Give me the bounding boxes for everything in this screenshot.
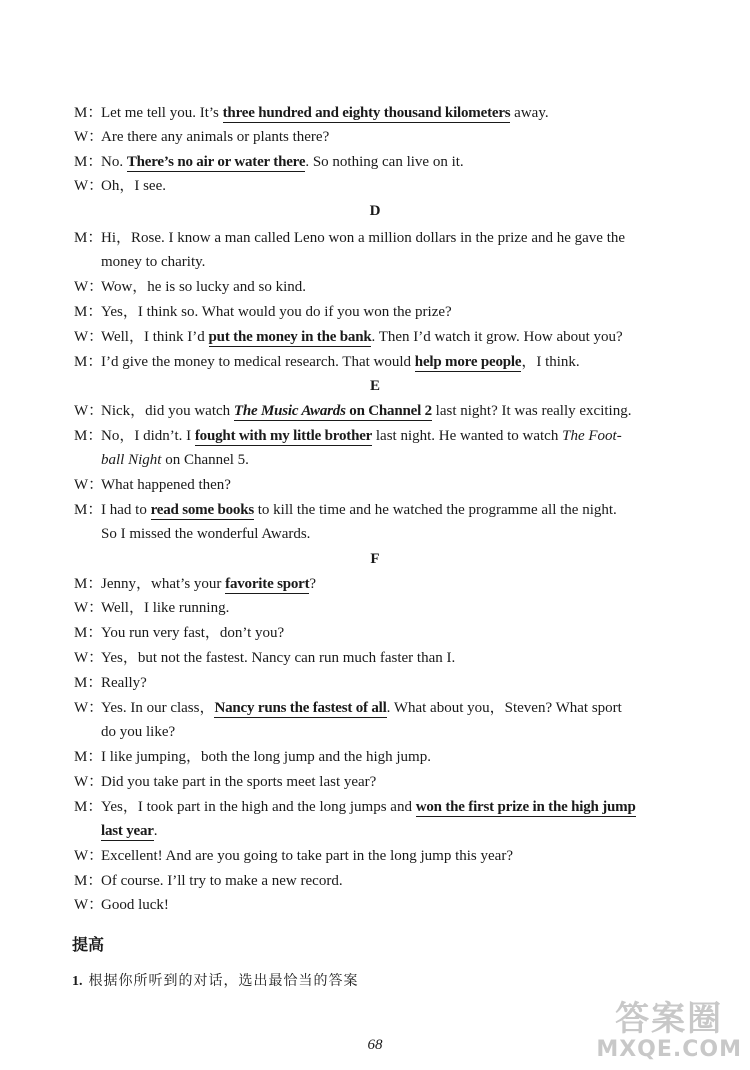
dialogue-line: W：Are there any animals or plants there? [74, 129, 330, 145]
answer-blank: three hundred and eighty thousand kilometers [222, 105, 511, 121]
answer-blank: There’s no air or water there [126, 154, 306, 170]
answer-blank: last year [101, 823, 154, 839]
dialogue-line-continued: So I missed the wonderful Awards. [101, 526, 311, 542]
question-instruction: 1. 根据你所听到的对话，选出最恰当的答案 [72, 973, 359, 989]
dialogue-line: W：Well，I think I’d put the money in the bank. Then I’d watch it grow. How about you? [74, 329, 623, 345]
dialogue-line: M：No. There’s no air or water there. So nothing can live on it. [74, 154, 464, 170]
dialogue-line: M：Of course. I’ll try to make a new record. [74, 873, 343, 889]
dialogue-line: M：I had to read some books to kill the time and he watched the programme all the night. [74, 502, 617, 518]
watermark-logo: 答案圈 MXQE.COM [596, 999, 742, 1062]
dialogue-line: W：Yes. In our class，Nancy runs the fastest of all. What about you，Steven? What sport [74, 700, 622, 716]
section-title: 提高 [72, 935, 105, 954]
section-heading-e: E [369, 378, 380, 394]
dialogue-line: M：No，I didn’t. I fought with my little brother last night. He wanted to watch The Foot- [74, 428, 622, 444]
answer-blank: won the first prize in the high jump [415, 799, 636, 815]
answer-blank: Nancy runs the fastest of all [214, 700, 387, 716]
dialogue-line: W：Yes，but not the fastest. Nancy can run much faster than I. [74, 650, 456, 666]
answer-blank: fought with my little brother [194, 428, 373, 444]
answer-blank: help more people [414, 354, 522, 370]
section-heading-f: F [370, 551, 380, 567]
section-heading-d: D [369, 203, 381, 219]
dialogue-line: W：Oh，I see. [74, 178, 166, 194]
dialogue-line-continued: money to charity. [101, 254, 206, 270]
dialogue-line: M：Yes，I took part in the high and the long jumps and won the first prize in the high jump [74, 799, 636, 815]
dialogue-line: W：Wow，he is so lucky and so kind. [74, 279, 307, 295]
dialogue-line: M：Yes，I think so. What would you do if you won the prize? [74, 304, 452, 320]
dialogue-line-continued: ball Night on Channel 5. [101, 452, 249, 468]
dialogue-line-continued: last year. [101, 823, 158, 839]
dialogue-line: W：Did you take part in the sports meet last year? [74, 774, 377, 790]
dialogue-line: M：Hi，Rose. I know a man called Leno won a million dollars in the prize and he gave the [74, 230, 626, 246]
answer-blank: put the money in the bank [208, 329, 372, 345]
dialogue-line: W：What happened then? [74, 477, 231, 493]
dialogue-line: W：Good luck! [74, 897, 169, 913]
answer-blank: read some books [150, 502, 254, 518]
dialogue-line: M：Jenny，what’s your favorite sport? [74, 576, 317, 592]
dialogue-line: M：I’d give the money to medical research. That would help more people，I think. [74, 354, 580, 370]
dialogue-line-continued: do you like? [101, 724, 176, 740]
dialogue-line: M：Let me tell you. It’s three hundred and eighty thousand kilometers away. [74, 105, 549, 121]
dialogue-line: W：Well，I like running. [74, 600, 230, 616]
page-number: 68 [367, 1037, 383, 1053]
dialogue-line: M：Really? [74, 675, 147, 691]
dialogue-line: W：Nick，did you watch The Music Awards on Channel 2 last night? It was really exciting. [74, 403, 632, 419]
dialogue-line: M：You run very fast，don’t you? [74, 625, 285, 641]
dialogue-line: W：Excellent! And are you going to take part in the long jump this year? [74, 848, 513, 864]
answer-blank: favorite sport [225, 576, 310, 592]
answer-blank: The Music Awards on Channel 2 [233, 403, 432, 419]
dialogue-line: M：I like jumping，both the long jump and the high jump. [74, 749, 431, 765]
